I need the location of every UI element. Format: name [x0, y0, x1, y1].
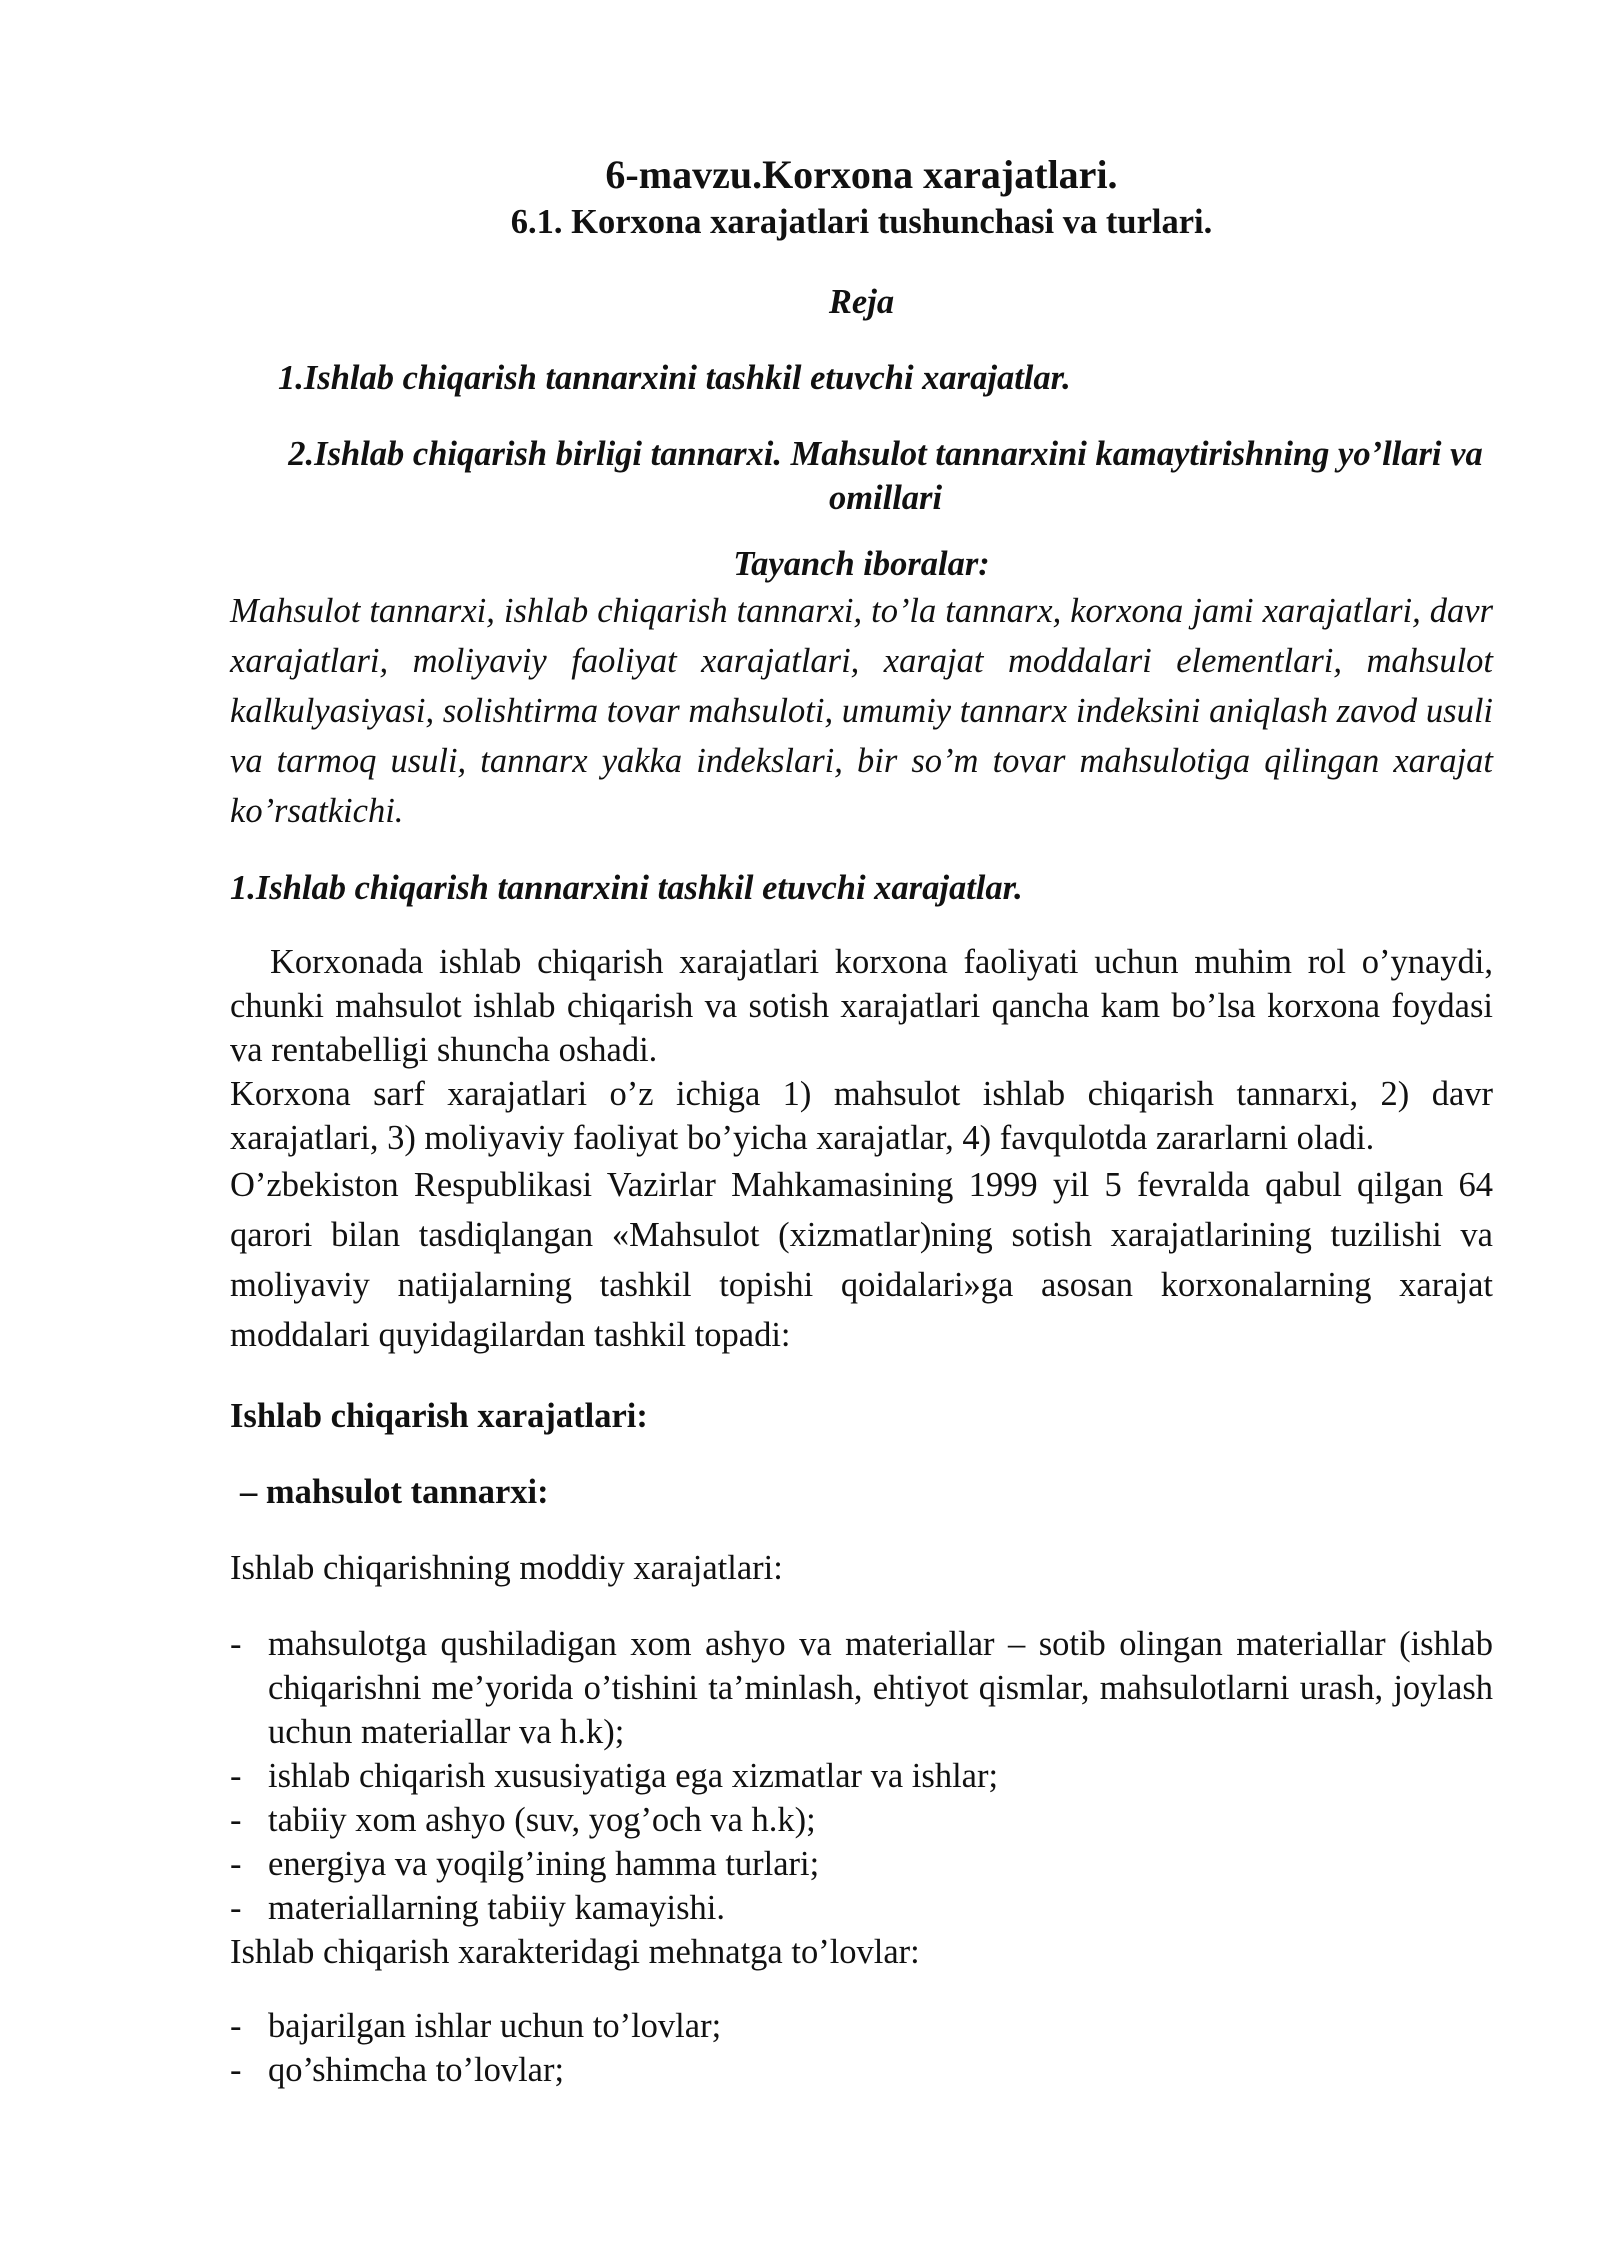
section-heading: 1.Ishlab chiqarish tannarxini tashkil etuvchi xarajatlar.: [230, 869, 1023, 907]
list-dash: -: [230, 1757, 242, 1795]
list-item: [230, 2004, 1493, 2048]
keywords-text: Mahsulot tannarxi, ishlab chiqarish tannarxi, to’la tannarx, korxona jami xarajatlari, davr xarajatlari, moliyaviy faoliyat xarajatlari, xarajat moddalari elementlari, mahsulot kalkulyasiyasi, solishtirma tovar mahsuloti, umumiy tannarx indeksini aniqlash zavod usuli va tarmoq usuli, tannarx yakka indekslari, bir so’m tovar mahsulotiga qilingan xarajat ko’rsatkichi.: [230, 592, 1493, 830]
list-dash: -: [230, 1845, 242, 1883]
list-dash: -: [230, 1801, 242, 1839]
list-item-text: materiallarning tabiiy kamayishi.: [268, 1889, 725, 1927]
keywords-heading: Tayanch iboralar:: [733, 545, 990, 583]
paragraph-3: O’zbekiston Respublikasi Vazirlar Mahkamasining 1999 yil 5 fevralda qabul qilgan 64 qarori bilan tasdiqlangan «Mahsulot (xizmatlar)ning sotish xarajatlarining tuzilishi va moliyaviy natijalarning tashkil topishi qoidalari»ga asosan korxonalarning xarajat moddalari quyidagilardan tashkil topadi:: [230, 1166, 1493, 1354]
list-dash: -: [230, 2007, 242, 2045]
plan-item-2: 2.Ishlab chiqarish birligi tannarxi. Mahsulot tannarxini kamaytirishning yo’llari va omillari: [288, 435, 1483, 517]
list-item: [230, 1754, 1493, 1798]
material-costs-heading: Ishlab chiqarishning moddiy xarajatlari:: [230, 1549, 783, 1587]
list-dash: -: [230, 1889, 242, 1927]
cost-subheading: – mahsulot tannarxi:: [240, 1473, 549, 1511]
list-item: [230, 1886, 1493, 1930]
plan-item-1: 1.Ishlab chiqarish tannarxini tashkil etuvchi xarajatlar.: [278, 359, 1071, 397]
list-item-text: bajarilgan ishlar uchun to’lovlar;: [268, 2007, 722, 2045]
list-item: [230, 2048, 1493, 2092]
list-item-text: ishlab chiqarish xususiyatiga ega xizmatlar va ishlar;: [268, 1757, 999, 1795]
list-dash: -: [230, 1625, 242, 1663]
list-item-text: mahsulotga qushiladigan xom ashyo va materiallar – sotib olingan materiallar (ishlab chiqarishni me’yorida o’tishini ta’minlash, ehtiyot qismlar, mahsulotlarni urash, joylash uchun materiallar va h.k);: [268, 1625, 1493, 1751]
list-item: [230, 1842, 1493, 1886]
paragraph-1: Korxonada ishlab chiqarish xarajatlari korxona faoliyati uchun muhim rol o’ynaydi, chunki mahsulot ishlab chiqarish va sotish xarajatlari qancha kam bo’lsa korxona foydasi va rentabelligi shuncha oshadi.: [230, 943, 1493, 1069]
list-item-text: tabiiy xom ashyo (suv, yog’och va h.k);: [268, 1801, 816, 1839]
costs-heading: Ishlab chiqarish xarajatlari:: [230, 1397, 648, 1435]
list-item: [230, 1622, 1493, 1754]
labor-costs-heading: Ishlab chiqarish xarakteridagi mehnatga to’lovlar:: [230, 1933, 920, 1971]
list-item-text: energiya va yoqilg’ining hamma turlari;: [268, 1845, 820, 1883]
list-item-text: qo’shimcha to’lovlar;: [268, 2051, 565, 2089]
paragraph-2: Korxona sarf xarajatlari o’z ichiga 1) mahsulot ishlab chiqarish tannarxi, 2) davr xarajatlari, 3) moliyaviy faoliyat bo’yicha xarajatlar, 4) favqulotda zararlarni oladi.: [230, 1075, 1493, 1157]
document-subtitle: 6.1. Korxona xarajatlari tushunchasi va turlari.: [510, 203, 1213, 241]
list-item: [230, 1798, 1493, 1842]
material-costs-list: [230, 1622, 1493, 1930]
document-title: 6-mavzu.Korxona xarajatlari.: [605, 152, 1118, 197]
document-body: [230, 150, 1493, 2092]
plan-label: Reja: [828, 283, 895, 321]
labor-costs-list: [230, 2004, 1493, 2092]
list-dash: -: [230, 2051, 242, 2089]
